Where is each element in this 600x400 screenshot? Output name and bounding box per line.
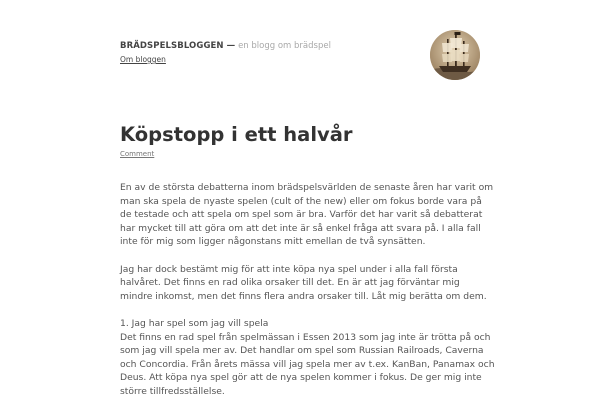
post-title: Köpstopp i ett halvår: [120, 123, 353, 146]
site-description: en blogg om brädspel: [238, 41, 331, 51]
text-line: och Concordia. Från årets mässa vill jag spela mer av t.ex. KanBan, Panamax och: [120, 358, 495, 370]
text-line: inte för mig som ligger någonstans mitt emellan de två synsätten.: [120, 236, 426, 248]
text-line: Jag har dock bestämt mig för att inte köpa nya spel under i alla fall första: [120, 263, 458, 275]
text-line: 1. Jag har spel som jag vill spela: [120, 317, 269, 329]
paragraph: [120, 181, 494, 249]
site-title-link[interactable]: BRÄDSPELSBLOGGEN: [120, 41, 224, 51]
text-line: Det finns en rad spel från spelmässan i Essen 2013 som jag inte är trötta på och: [120, 331, 491, 343]
paragraph: [120, 263, 490, 304]
paragraph: [120, 317, 495, 399]
site-header: [120, 41, 482, 101]
text-line: Deus. Att köpa nya spel gör att de nya spelen kommer i fokus. De ger mig inte: [120, 372, 482, 384]
text-line: mindre inkomst, men det finns flera andra orsaker till. Låt mig berätta om dem.: [120, 290, 487, 302]
text-line: En av de största debatterna inom brädspelsvärlden de senaste åren har varit om: [120, 182, 494, 193]
text-line: man ska spela de nyaste spelen (cult of the new) eller om fokus borde vara på: [120, 195, 482, 207]
site-branding: [120, 41, 482, 52]
text-line: har mycket till att göra om att det inte är så enkel fråga att svara på. I alla fall: [120, 222, 481, 234]
nav-item-om-bloggen[interactable]: Om bloggen: [120, 55, 166, 64]
pirate-ship-icon: [430, 30, 480, 80]
post-content: [120, 181, 495, 399]
text-line: halvåret. Det finns en rad olika orsaker till det. En är att jag förväntar mig: [120, 277, 460, 289]
text-line: de testade och att spela om spel som är bra. Varför det har varit så debatterat: [120, 209, 483, 221]
text-line: som jag vill spela mer av. Det handlar om spel som Russian Railroads, Caverna: [120, 345, 484, 357]
text-line: större tillfredsställelse.: [120, 385, 225, 397]
title-separator: —: [223, 41, 239, 51]
site-avatar[interactable]: [430, 30, 480, 80]
comment-link[interactable]: Comment: [120, 150, 155, 158]
